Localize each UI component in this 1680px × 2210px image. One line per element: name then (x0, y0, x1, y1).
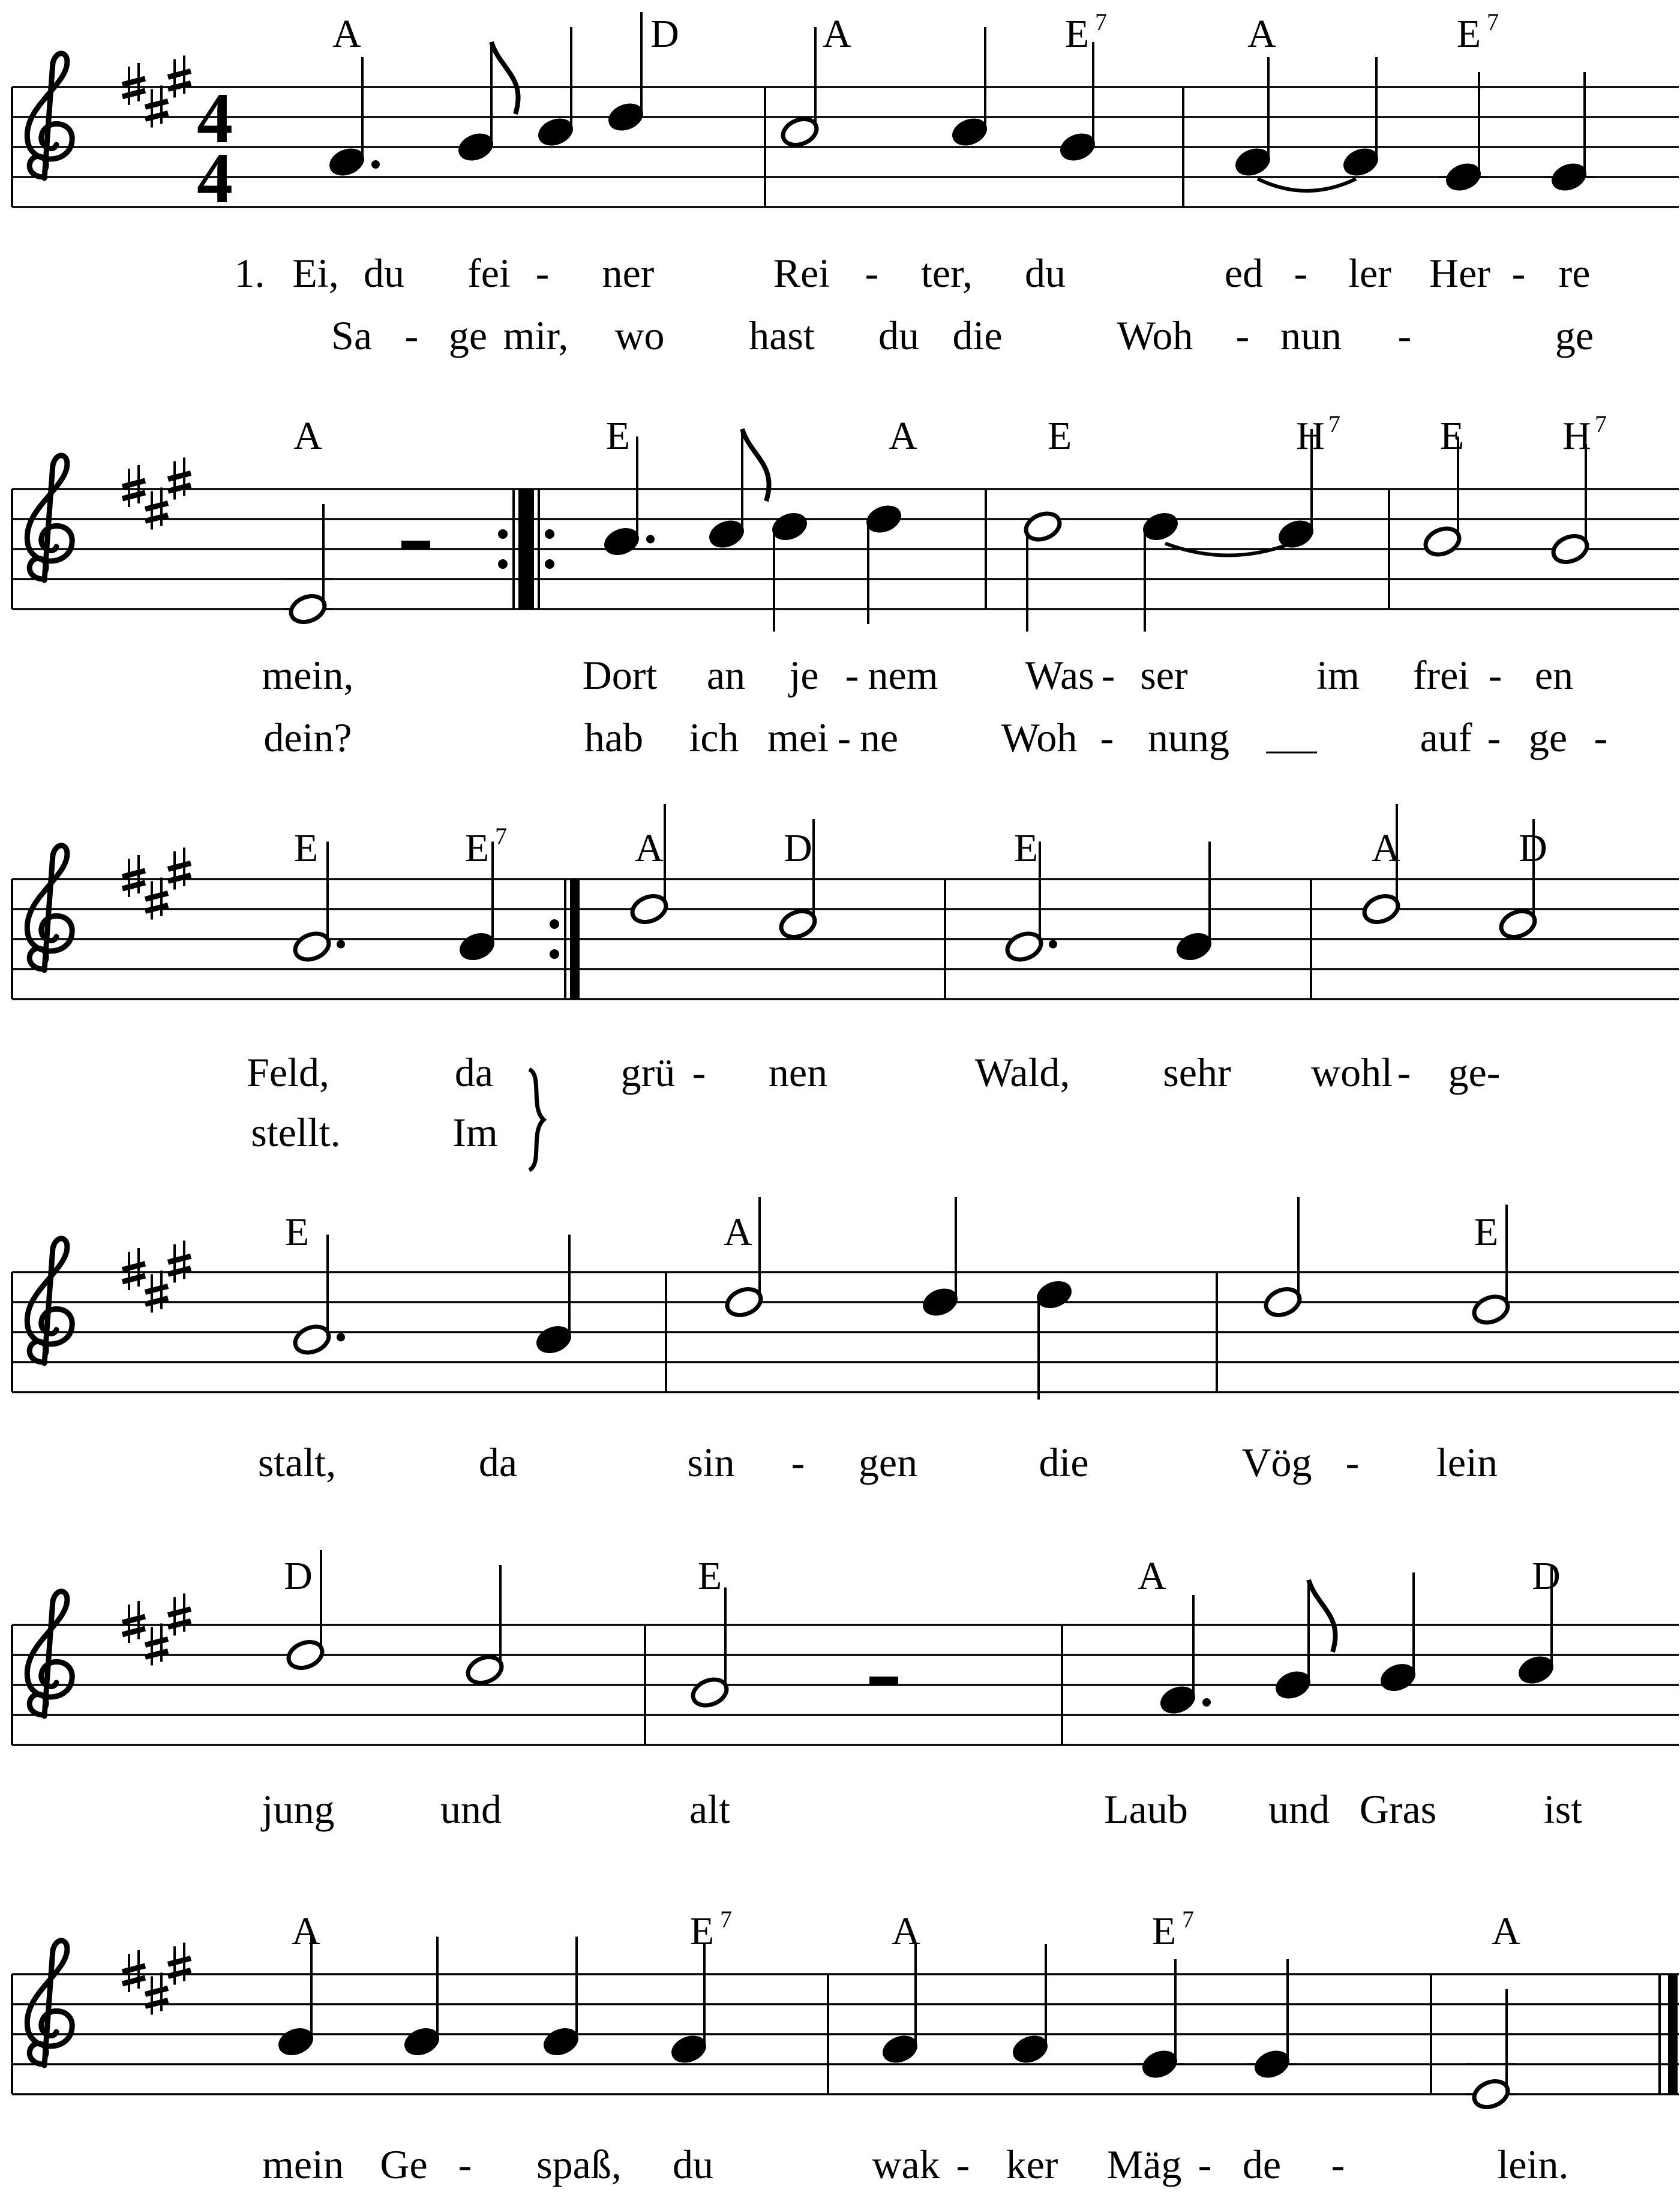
lyric-verse-1: im (1316, 652, 1360, 698)
chord-symbol: E (284, 1210, 310, 1254)
time-signature-denominator: 4 (197, 138, 233, 218)
chord-symbol: E (697, 1554, 722, 1598)
lyric-verse-2: - (837, 715, 851, 760)
lyric-verse-1: stalt, (257, 1440, 337, 1485)
chord-superscript: 7 (1595, 410, 1607, 437)
lyric-verse-1: - (1331, 2142, 1345, 2187)
chord-symbol: A (1247, 12, 1276, 56)
lyric-verse-1: - (1101, 652, 1115, 698)
note (706, 429, 769, 551)
lyric-verse-1: und (1268, 1786, 1330, 1832)
lyric-verse-1: Wald, (974, 1049, 1070, 1095)
note (1034, 1277, 1075, 1399)
note (1247, 1959, 1297, 2082)
lyric-verse-1: nem (868, 652, 938, 698)
lyric-verse-1: Ei, (292, 250, 339, 296)
chord-symbol: A (635, 826, 664, 870)
lyric-verse-1: wak (872, 2142, 940, 2187)
note (1340, 57, 1382, 179)
chord-symbol: E (1013, 826, 1039, 870)
note (949, 27, 991, 149)
chord-symbol: H (1562, 414, 1591, 458)
lyric-verse-1: - (1345, 1440, 1360, 1485)
chord-symbol: E (293, 826, 319, 870)
lyric-verse-1: Was (1025, 652, 1094, 698)
lyric-verse-1: lein (1436, 1440, 1498, 1485)
chord-symbol: E (1456, 12, 1481, 56)
system-3 (12, 879, 1679, 999)
lyric-verse-2: - (1487, 715, 1501, 760)
lyric-verse-1: ed (1224, 250, 1264, 296)
tie (1258, 179, 1356, 191)
lyric-verse-2: mei (767, 715, 829, 760)
note (1057, 42, 1099, 164)
lyric-verse-2: Woh (1001, 715, 1078, 760)
lyric-verse-1: - (956, 2142, 970, 2187)
lyric-verse-2: Im (452, 1110, 498, 1155)
note (541, 1937, 582, 2059)
lyric-verse-1: und (440, 1786, 502, 1832)
note (1550, 444, 1591, 566)
lyric-verse-2: - (1235, 313, 1250, 358)
lyric-verse-1: ge- (1448, 1049, 1501, 1095)
chord-superscript: 7 (1182, 1906, 1194, 1933)
chord-symbol: A (1372, 826, 1400, 870)
chord-symbol: D (284, 1554, 313, 1598)
chord-superscript: 7 (720, 1906, 732, 1933)
note (1022, 509, 1064, 631)
chord-symbol: D (1519, 826, 1547, 870)
note (1378, 1573, 1419, 1695)
lyric-verse-2: auf (1420, 715, 1472, 760)
lyric-verse-2: ne (859, 715, 899, 760)
lyric-verse-1: fei (467, 250, 511, 296)
lyric-brace (529, 1069, 544, 1170)
lyric-verse-2: dein? (263, 715, 352, 760)
lyric-verse-2: die (952, 313, 1003, 358)
lyric-verse-1: - (1294, 250, 1308, 296)
lyric-verse-1: da (454, 1049, 494, 1095)
lyric-verse-1: du (1025, 250, 1066, 296)
note (1174, 842, 1215, 964)
note (1544, 72, 1594, 194)
note (275, 1937, 317, 2059)
lyric-verse-2: hast (749, 313, 815, 358)
chord-symbol: E (464, 826, 490, 870)
lyric-verse-1: - (692, 1049, 706, 1095)
note (689, 1588, 731, 1710)
lyric-verse-1: re (1558, 250, 1591, 296)
note (401, 1937, 443, 2059)
lyric-verse-1: ker (1006, 2142, 1058, 2187)
lyric-verse-2: nung (1148, 715, 1229, 760)
lyric-verse-1: Her (1429, 250, 1490, 296)
lyric-verse-1: jung (262, 1786, 335, 1832)
lyric-verse-1: 1. (234, 250, 265, 296)
chord-symbol: A (823, 12, 851, 56)
chord-symbol: A (292, 1909, 320, 1953)
lyric-verse-2: - (1594, 715, 1608, 760)
note (779, 27, 821, 149)
treble-clef-icon (27, 1239, 72, 1363)
chord-symbol: E (605, 414, 631, 458)
lyric-verse-2: ich (689, 715, 739, 760)
chord-symbol: A (332, 12, 361, 56)
chord-symbol: E (1439, 414, 1465, 458)
note (326, 57, 380, 179)
lyric-verse-1: je (789, 652, 819, 698)
note (1262, 1197, 1304, 1320)
note (535, 27, 577, 149)
chord-symbol: A (1492, 1909, 1520, 1953)
system-5 (12, 1625, 1679, 1745)
lyric-verse-1: alt (689, 1786, 730, 1832)
lyric-verse-1: - (458, 2142, 472, 2187)
note (1438, 72, 1489, 194)
chord-symbol: E (1151, 1909, 1177, 1953)
chord-superscript: 7 (1095, 8, 1107, 35)
treble-clef-icon (27, 455, 72, 580)
time-signature-numerator: 4 (197, 78, 233, 158)
note (668, 1944, 710, 2067)
lyric-verse-1: ner (602, 250, 655, 296)
chord-symbol: A (724, 1210, 752, 1254)
lyric-verse-1: du (364, 250, 404, 296)
lyric-verse-1: - (1511, 250, 1526, 296)
lyric-verse-1: de (1242, 2142, 1282, 2187)
chord-symbol: H (1296, 414, 1325, 458)
note (283, 504, 333, 626)
lyric-verse-2: ge (1528, 715, 1568, 760)
chord-superscript: 7 (1487, 8, 1499, 35)
lyric-verse-2: - (1397, 313, 1412, 358)
lyric-verse-1: Laub (1104, 1786, 1188, 1832)
lyric-verse-2: - (1100, 715, 1114, 760)
chord-symbol: E (1474, 1210, 1499, 1254)
note (464, 1565, 506, 1687)
note (533, 1235, 575, 1357)
system-1 (12, 87, 1679, 207)
chord-superscript: 7 (495, 823, 507, 850)
lyric-verse-2: hab (584, 715, 644, 760)
system-4 (12, 1272, 1679, 1392)
note (880, 1944, 921, 2067)
chord-symbol: D (1532, 1554, 1561, 1598)
lyric-verse-1: sin (687, 1440, 735, 1485)
lyric-verse-1: - (535, 250, 550, 296)
lyric-verse-2: - (404, 313, 419, 358)
lyric-verse-1: - (845, 652, 859, 698)
treble-clef-icon (27, 1941, 72, 2065)
note (863, 502, 905, 624)
chord-symbol: E (689, 1909, 715, 1953)
note (769, 509, 811, 631)
chord-symbol: E (1064, 12, 1090, 56)
note (920, 1197, 961, 1320)
note (1135, 1959, 1185, 2082)
lyric-verse-1: Feld, (247, 1049, 329, 1095)
lyric-verse-1: - (865, 250, 879, 296)
lyric-verse-1: grü (620, 1049, 676, 1095)
lyric-verse-1: Rei (773, 250, 830, 296)
chord-superscript: 7 (1328, 410, 1340, 437)
lyric-verse-1: - (1198, 2142, 1212, 2187)
lyric-verse-1: - (791, 1440, 805, 1485)
lyric-verse-1: Mäg (1106, 2142, 1182, 2187)
lyric-verse-2: wo (614, 313, 665, 358)
chord-symbol: A (892, 1909, 920, 1953)
chord-symbol: D (784, 826, 812, 870)
chord-symbol: E (1047, 414, 1072, 458)
lyric-verse-1: spaß, (536, 2142, 622, 2187)
lyric-verse-2: ge (1555, 313, 1594, 358)
lyric-verse-1: Vög (1241, 1440, 1312, 1485)
lyric-verse-1: du (673, 2142, 713, 2187)
lyric-verse-2: du (878, 313, 919, 358)
lyric-verse-1: die (1039, 1440, 1089, 1485)
lyric-verse-1: ser (1140, 652, 1188, 698)
lyric-verse-1: Dort (582, 652, 658, 698)
lyric-verse-1: Ge (380, 2142, 428, 2187)
lyric-verse-2: mir, (503, 313, 569, 358)
lyric-verse-1: lein. (1497, 2142, 1569, 2187)
treble-clef-icon (27, 845, 72, 970)
lyric-verse-1: Gras (1359, 1786, 1437, 1832)
note (1466, 1989, 1516, 2112)
lyric-verse-2: ge (448, 313, 488, 358)
lyric-verse-1: mein, (262, 652, 354, 698)
lyric-verse-2: stellt. (251, 1110, 341, 1155)
lyric-verse-2: Woh (1117, 313, 1193, 358)
lyric-verse-1: an (706, 652, 746, 698)
treble-clef-icon (27, 53, 72, 178)
lyric-verse-1: mein (262, 2142, 344, 2187)
lyric-verse-2: nun (1280, 313, 1342, 358)
lyric-verse-1: frei (1412, 652, 1470, 698)
lyric-verse-1: nen (768, 1049, 828, 1095)
lyric-verse-1: en (1534, 652, 1574, 698)
lyric-verse-1: wohl (1311, 1049, 1393, 1095)
chord-symbol: A (1138, 1554, 1166, 1598)
half-rest (401, 541, 430, 549)
treble-clef-icon (27, 1591, 72, 1716)
note (1157, 1595, 1211, 1717)
lyric-verse-1: gen (858, 1440, 918, 1485)
system-6 (12, 1974, 1679, 2094)
chord-symbol: D (650, 12, 679, 56)
lyric-verse-1: ist (1543, 1786, 1583, 1832)
chord-symbol: A (889, 414, 917, 458)
lyric-verse-1: sehr (1163, 1049, 1231, 1095)
note (1010, 1944, 1051, 2067)
lyric-verse-1: ter, (921, 250, 973, 296)
chord-symbol: A (293, 414, 322, 458)
lyric-verse-1: da (478, 1440, 518, 1485)
note (1232, 57, 1274, 179)
note (1140, 509, 1181, 631)
lyric-verse-2: Sa (331, 313, 372, 358)
lyric-verse-1: - (1397, 1049, 1411, 1095)
lyric-verse-1: - (1488, 652, 1502, 698)
note (605, 12, 647, 134)
lyric-verse-1: ler (1348, 250, 1391, 296)
half-rest (869, 1677, 898, 1685)
